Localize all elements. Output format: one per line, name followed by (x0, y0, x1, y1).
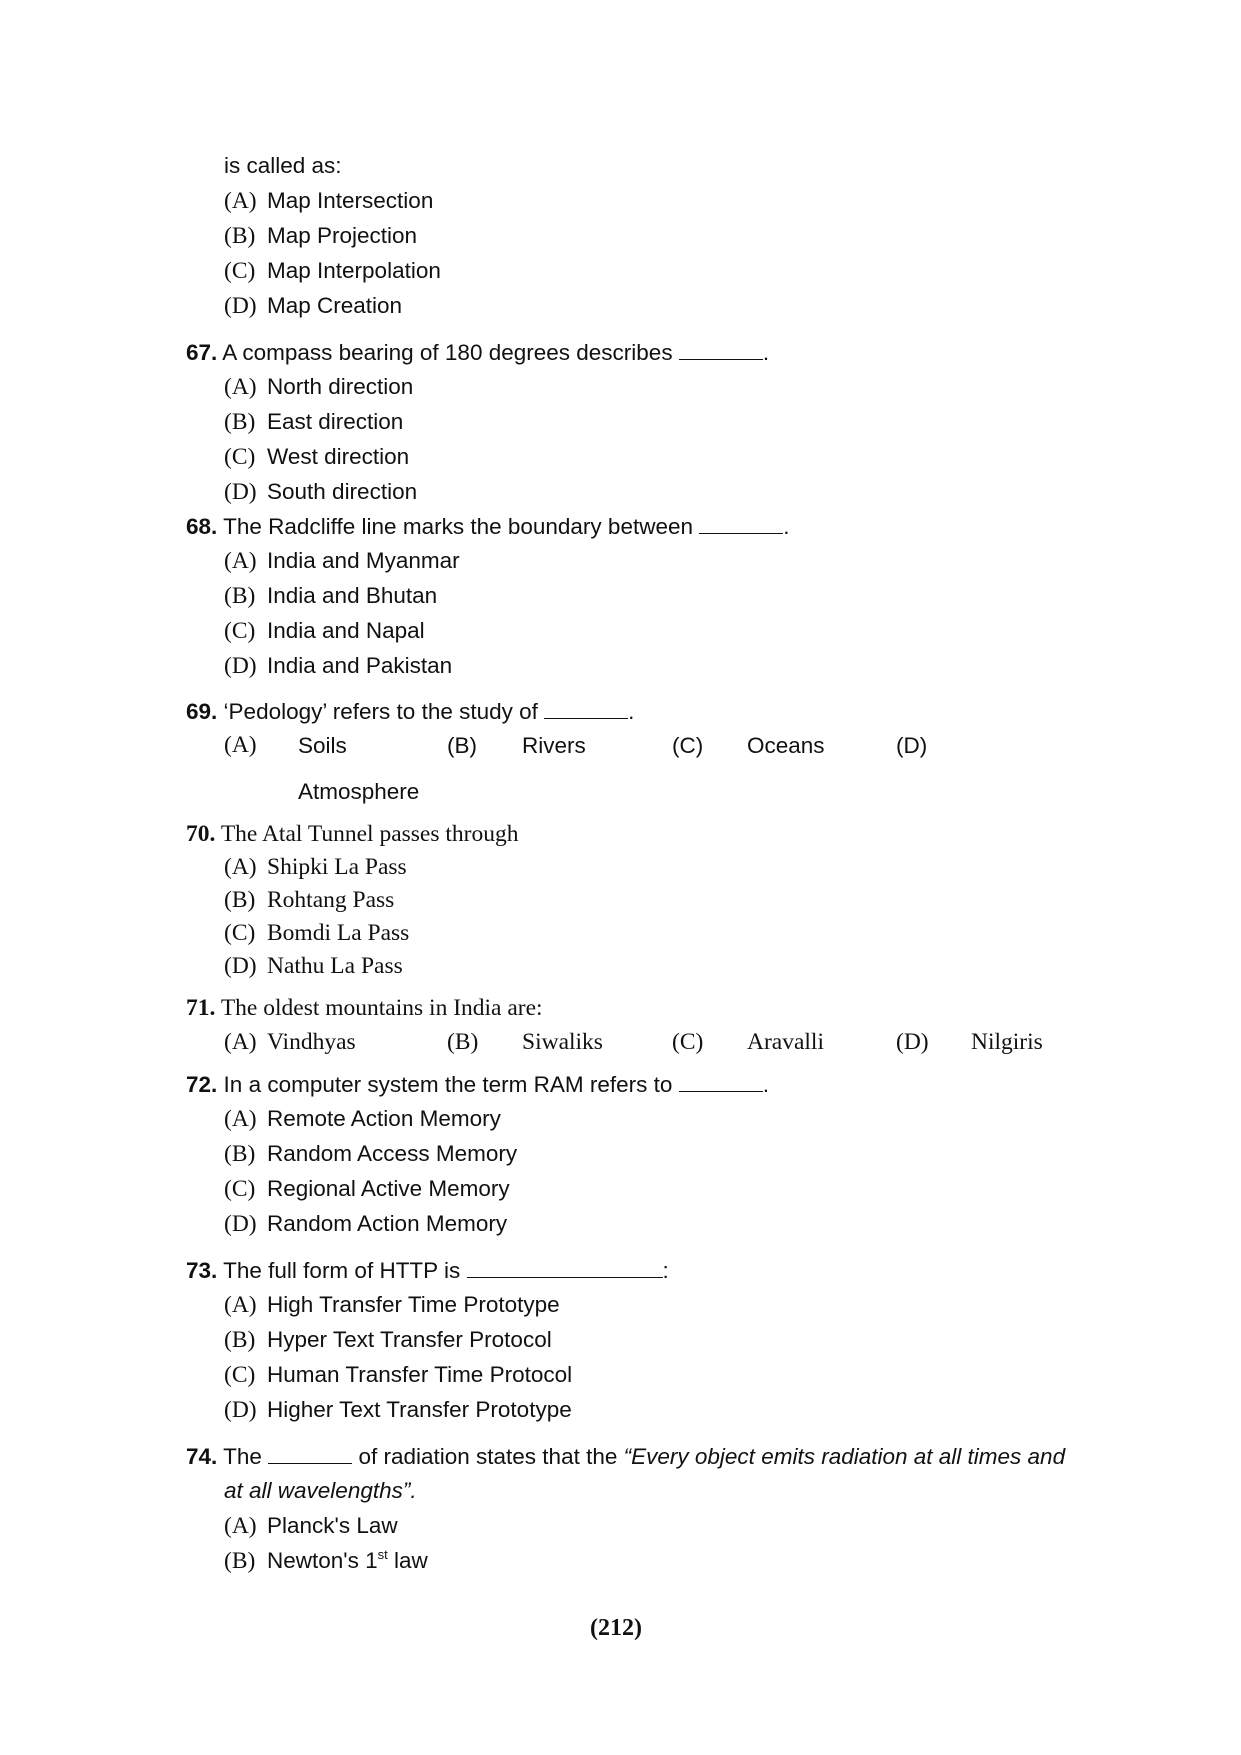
q69-option-d-label: (D) (896, 733, 928, 758)
q68-option-d (224, 655, 452, 679)
option-text: High Transfer Time Prototype (267, 1292, 560, 1317)
option-text: India and Napal (267, 618, 425, 643)
q73-option-a (224, 1294, 560, 1318)
question-69: 69. ‘Pedology’ refers to the study of . (186, 699, 635, 724)
option-label: (C) (224, 1362, 256, 1388)
q71-option-d-text: Nilgiris (971, 1029, 1043, 1055)
option-label: (C) (224, 258, 256, 284)
question-68: 68. The Radcliffe line marks the boundary between . (186, 514, 790, 539)
option-label: (C) (224, 444, 256, 470)
q70-option-c (224, 922, 409, 946)
q71-option-d-label: (D) (896, 1029, 929, 1055)
q69-option-a-label: (A) (224, 732, 257, 758)
q66-option-d (224, 295, 402, 319)
option-label: (C) (224, 618, 256, 644)
q69-option-b-text: Rivers (522, 733, 586, 758)
q67-option-c (224, 446, 409, 470)
option-label: (B) (224, 409, 256, 435)
question-number: 71. (186, 995, 216, 1021)
option-text: South direction (267, 479, 418, 504)
option-text: Regional Active Memory (267, 1176, 510, 1201)
q69-option-c-label: (C) (672, 733, 704, 758)
q72-option-a (224, 1108, 501, 1132)
option-label: (D) (224, 953, 257, 979)
q67-option-b (224, 411, 403, 435)
q68-option-a (224, 550, 460, 574)
option-label: (B) (224, 1141, 256, 1167)
option-text: Random Action Memory (267, 1211, 508, 1236)
option-label: (B) (224, 223, 256, 249)
question-stem: A compass bearing of 180 degrees describes (222, 340, 673, 365)
answer-blank (679, 1073, 763, 1092)
option-text: Hyper Text Transfer Protocol (267, 1327, 552, 1352)
option-text: Bomdi La Pass (267, 920, 410, 946)
option-label: (D) (224, 1397, 257, 1423)
q74-option-b: (B) Newton's 1st law (224, 1547, 428, 1574)
option-text: Map Interpolation (267, 258, 441, 283)
option-label: (D) (224, 1211, 257, 1237)
question-70 (186, 823, 519, 847)
answer-blank (268, 1445, 352, 1464)
option-label: (C) (224, 920, 256, 946)
q69-option-a-text: Soils (298, 733, 347, 758)
q71-option-c-text: Aravalli (747, 1029, 824, 1055)
question-stem: The full form of HTTP is (223, 1258, 461, 1283)
option-label: (A) (224, 1292, 257, 1318)
page-number: (212) (590, 1615, 642, 1641)
question-stem: The Atal Tunnel passes through (220, 821, 519, 847)
ordinal-suffix: st (377, 1547, 388, 1562)
question-number: 68. (186, 514, 218, 539)
option-text: Rohtang Pass (267, 887, 395, 913)
quoted-statement-continued: at all wavelengths”. (224, 1478, 417, 1503)
q73-option-c (224, 1364, 572, 1388)
option-text: Shipki La Pass (267, 854, 407, 880)
question-number: 73. (186, 1258, 218, 1283)
q66-option-a (224, 190, 433, 214)
question-stem: In a computer system the term RAM refers to (223, 1072, 673, 1097)
answer-blank (699, 515, 783, 534)
q72-option-c (224, 1178, 510, 1202)
question-number: 70. (186, 821, 216, 847)
option-label: (C) (224, 1176, 256, 1202)
option-text: North direction (267, 374, 414, 399)
q71-option-c-label: (C) (672, 1029, 704, 1055)
option-label: (A) (224, 854, 257, 880)
question-number: 72. (186, 1072, 218, 1097)
option-label: (A) (224, 374, 257, 400)
question-stem: ‘Pedology’ refers to the study of (223, 699, 538, 724)
q73-option-b (224, 1329, 552, 1353)
q68-option-b (224, 585, 437, 609)
option-text: Planck's Law (267, 1513, 398, 1538)
option-text: Newton's 1 (267, 1548, 378, 1573)
answer-blank (679, 341, 763, 360)
option-label: (D) (224, 479, 257, 505)
question-number: 67. (186, 340, 218, 365)
option-label: (A) (224, 548, 257, 574)
q73-option-d (224, 1399, 572, 1423)
option-text: Random Access Memory (267, 1141, 518, 1166)
q72-option-b (224, 1143, 517, 1167)
q69-option-b-label: (B) (447, 733, 477, 758)
option-label: (A) (224, 188, 257, 214)
option-text: West direction (267, 444, 410, 469)
question-66-stem-tail: is called as: (224, 153, 342, 178)
option-label: (D) (224, 653, 257, 679)
option-text: Nathu La Pass (267, 953, 403, 979)
answer-blank (544, 700, 628, 719)
option-text: Map Projection (267, 223, 418, 248)
option-text: Human Transfer Time Protocol (267, 1362, 573, 1387)
q70-option-d (224, 955, 403, 979)
q70-option-b (224, 889, 394, 913)
q66-option-b (224, 225, 417, 249)
option-text: East direction (267, 409, 404, 434)
option-label: (A) (224, 1106, 257, 1132)
option-text: Vindhyas (267, 1029, 356, 1055)
question-67: 67. A compass bearing of 180 degrees describes . (186, 340, 770, 365)
question-number: 69. (186, 699, 218, 724)
option-text: Higher Text Transfer Prototype (267, 1397, 572, 1422)
option-text: India and Myanmar (267, 548, 460, 573)
q69-option-d-text: Atmosphere (298, 779, 420, 804)
q71-option-a (224, 1031, 356, 1055)
q71-option-b-label: (B) (447, 1029, 479, 1055)
option-label: (B) (224, 1327, 256, 1353)
quoted-statement: “Every object emits radiation at all times and (623, 1444, 1066, 1469)
option-text: Map Creation (267, 293, 403, 318)
option-text: Remote Action Memory (267, 1106, 501, 1131)
question-71 (186, 997, 543, 1021)
answer-blank (467, 1259, 663, 1278)
option-label: (A) (224, 1513, 257, 1539)
question-72: 72. In a computer system the term RAM refers to . (186, 1072, 769, 1097)
q66-option-c (224, 260, 441, 284)
question-73: 73. The full form of HTTP is : (186, 1258, 669, 1283)
option-label: (B) (224, 1548, 256, 1574)
q74-option-a (224, 1515, 398, 1539)
option-text: India and Pakistan (267, 653, 453, 678)
question-74: 74. The of radiation states that the “Every object emits radiation at all times and (186, 1444, 1066, 1469)
q72-option-d (224, 1213, 507, 1237)
q70-option-a (224, 856, 407, 880)
option-label: (B) (224, 887, 256, 913)
q67-option-d (224, 481, 417, 505)
option-label: (A) (224, 1029, 257, 1055)
option-label: (D) (224, 293, 257, 319)
q71-option-b-text: Siwaliks (522, 1029, 603, 1055)
question-stem: The oldest mountains in India are: (220, 995, 543, 1021)
q69-option-c-text: Oceans (747, 733, 825, 758)
q67-option-a (224, 376, 413, 400)
q68-option-c (224, 620, 425, 644)
question-stem: The Radcliffe line marks the boundary between (223, 514, 693, 539)
option-text: India and Bhutan (267, 583, 438, 608)
option-text: Map Intersection (267, 188, 434, 213)
question-number: 74. (186, 1444, 218, 1469)
option-label: (B) (224, 583, 256, 609)
